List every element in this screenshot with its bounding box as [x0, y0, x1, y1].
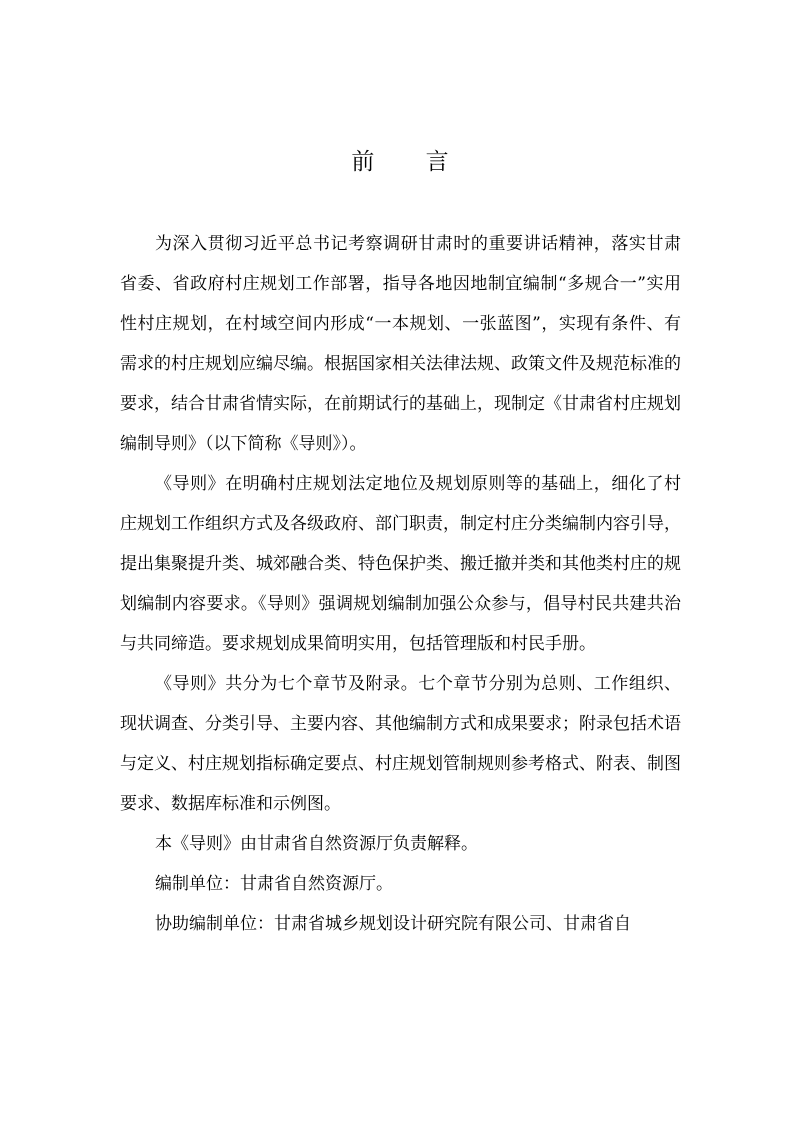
paragraph-compiler: 编制单位：甘肃省自然资源厅。 [155, 874, 393, 894]
paragraph-interpretation: 本《导则》由甘肃省自然资源厅负责解释。 [155, 834, 478, 854]
paragraph-structure: 《导则》共分为七个章节及附录。七个章节分别为总则、工作组织、现状调查、分类引导、主要内容、其他编制方式和成果要求；附录包括术语与定义、村庄规划指标确定要点、村庄规划管制规则参考格式、附表、制图要求、数据库标准和示例图。 [120, 674, 681, 814]
page-title: 前 言 [351, 149, 471, 175]
paragraph-assisting-compilers: 协助编制单位：甘肃省城乡规划设计研究院有限公司、甘肃省自 [155, 914, 631, 934]
paragraph-guideline-content: 《导则》在明确村庄规划法定地位及规划原则等的基础上，细化了村庄规划工作组织方式及各级政府、部门职责，制定村庄分类编制内容引导，提出集聚提升类、城郊融合类、特色保护类、搬迁撤并类和其他类村庄的规划编制内容要求。《导则》强调规划编制加强公众参与，倡导村民共建共治与共同缔造。要求规划成果简明实用，包括管理版和村民手册。 [120, 474, 681, 654]
document-body [120, 224, 681, 944]
paragraph-intro: 为深入贯彻习近平总书记考察调研甘肃时的重要讲话精神，落实甘肃省委、省政府村庄规划工作部署，指导各地因地制宜编制“多规合一”实用性村庄规划，在村域空间内形成“一本规划、一张蓝图”，实现有条件、有需求的村庄规划应编尽编。根据国家相关法律法规、政策文件及规范标准的要求，结合甘肃省情实际，在前期试行的基础上，现制定《甘肃省村庄规划编制导则》（以下简称《导则》）。 [120, 234, 681, 454]
